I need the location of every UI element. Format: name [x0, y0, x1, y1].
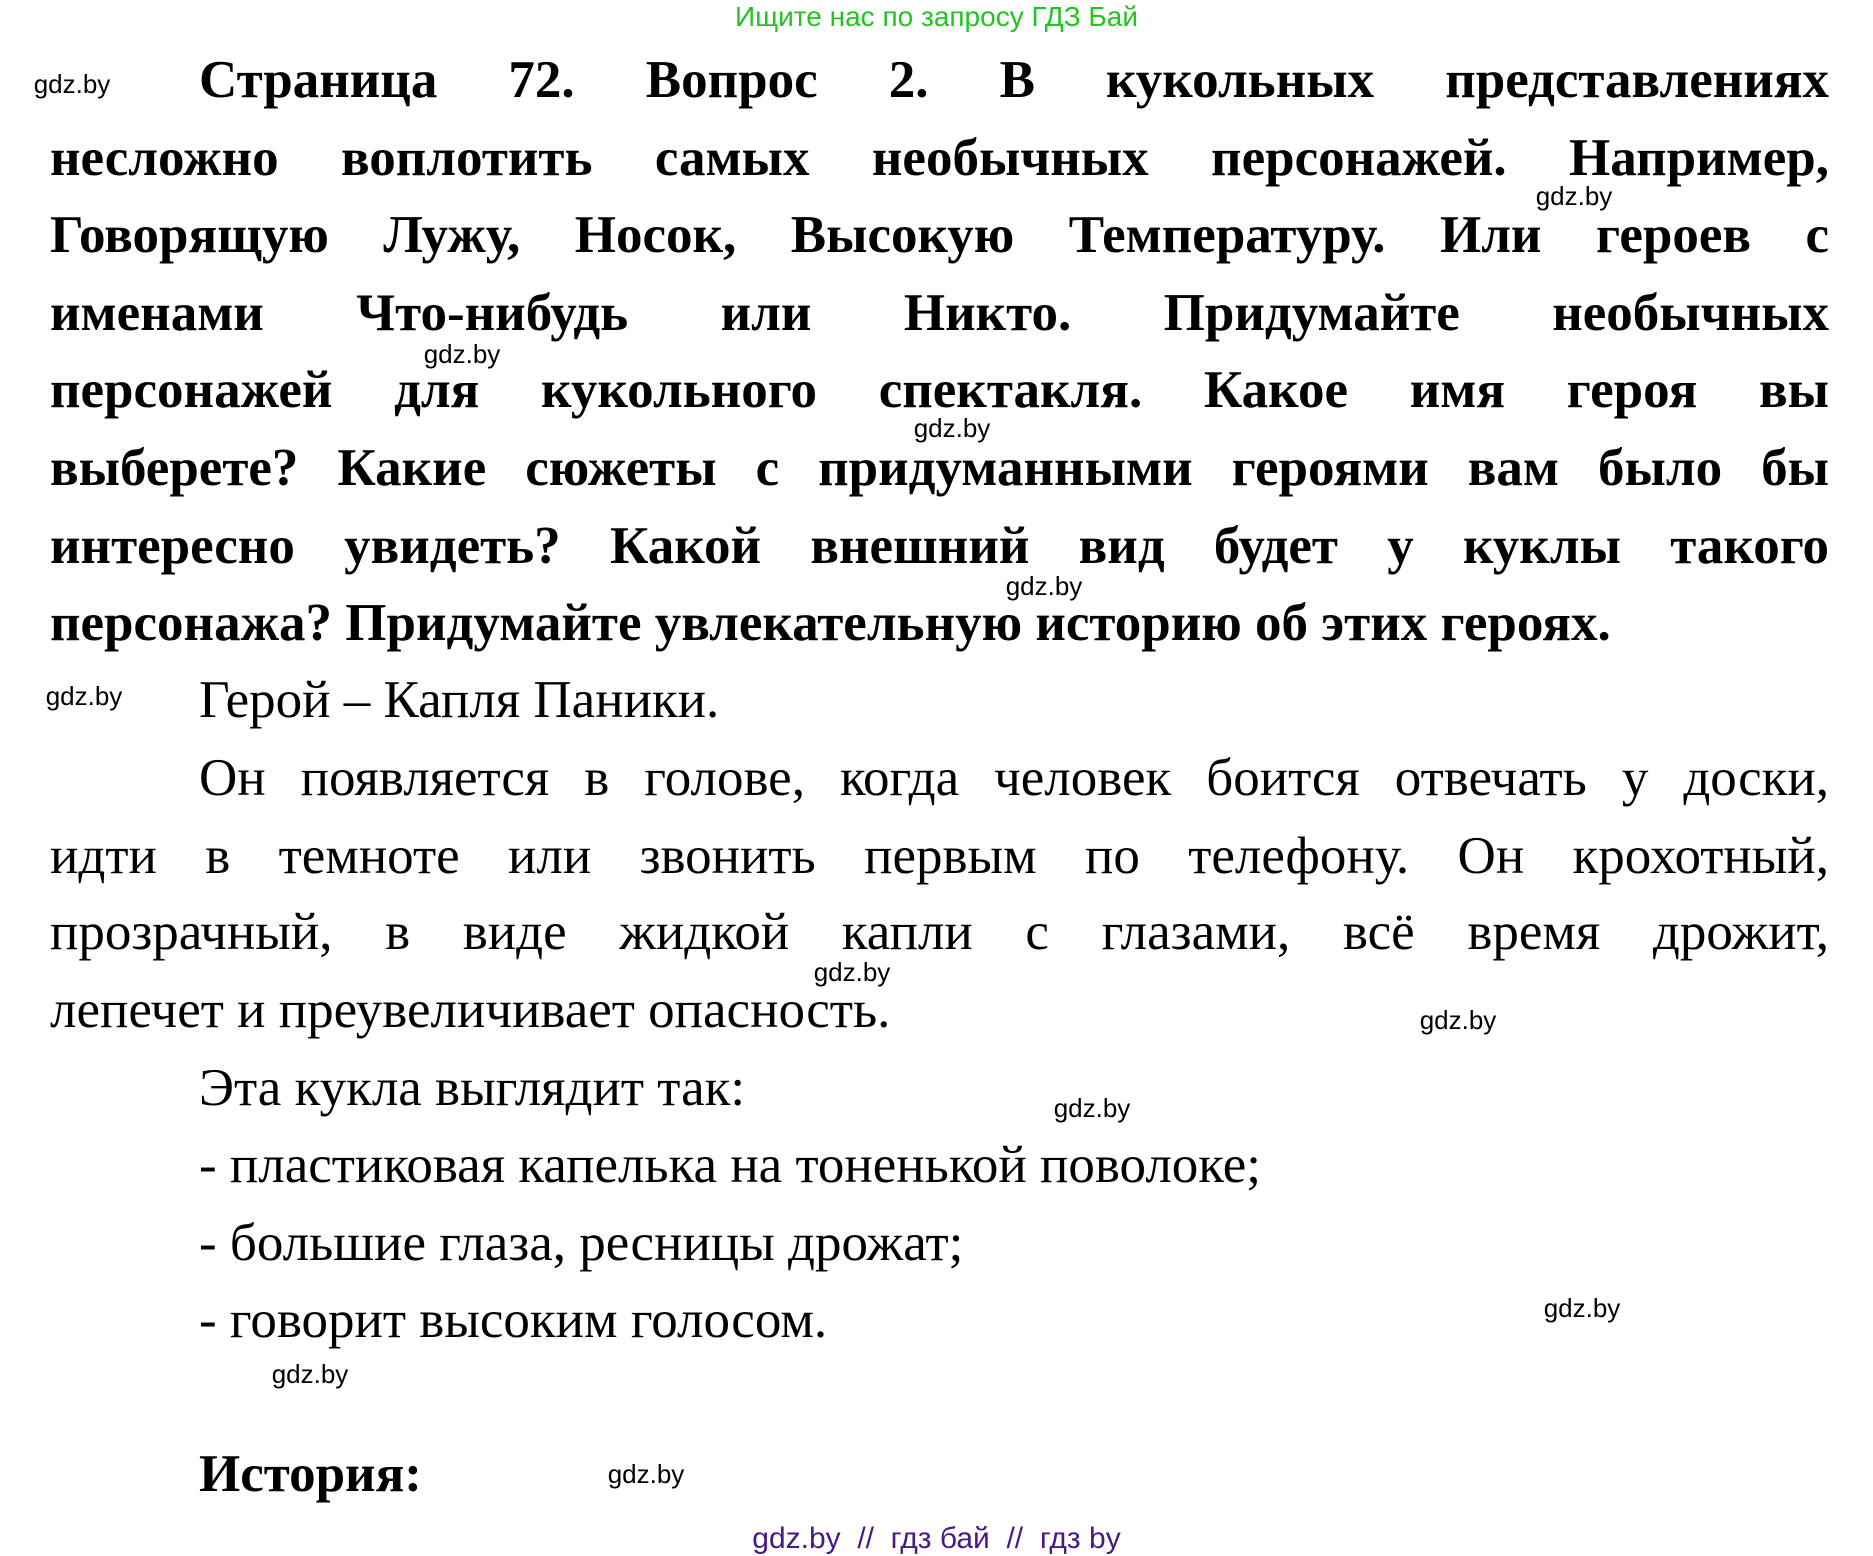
question-line: интересно увидеть? Какой внешний вид будет у куклы такого	[50, 517, 1829, 575]
question-line: выберете? Какие сюжеты с придуманными героями вам было бы	[50, 439, 1829, 497]
watermark: gdz.by	[1419, 1005, 1497, 1035]
history-heading: История:	[199, 1445, 422, 1503]
question-line: несложно воплотить самых необычных персонажей. Например,	[50, 129, 1829, 187]
answer-line: Герой – Капля Паники.	[199, 671, 720, 729]
watermark: gdz.by	[1005, 571, 1083, 601]
question-line: Страница 72. Вопрос 2. В кукольных представлениях	[199, 51, 1829, 109]
watermark: gdz.by	[1535, 181, 1613, 211]
question-line: персонажей для кукольного спектакля. Какое имя героя вы	[50, 361, 1829, 419]
watermark: gdz.by	[33, 69, 111, 99]
list-item: - большие глаза, ресницы дрожат;	[199, 1214, 964, 1272]
answer-line: лепечет и преувеличивает опасность.	[50, 981, 891, 1039]
list-item: - говорит высоким голосом.	[199, 1291, 828, 1349]
watermark: gdz.by	[1543, 1293, 1621, 1323]
watermark: gdz.by	[913, 413, 991, 443]
watermark: gdz.by	[423, 339, 501, 369]
search-banner: Ищите нас по запросу ГДЗ Бай	[734, 1, 1139, 32]
question-line: Говорящую Лужу, Носок, Высокую Температуру. Или героев с	[50, 206, 1829, 264]
answer-line: Эта кукла выглядит так:	[199, 1059, 746, 1117]
watermark: gdz.by	[1053, 1093, 1131, 1123]
answer-line: идти в темноте или звонить первым по телефону. Он крохотный,	[50, 827, 1829, 885]
watermark: gdz.by	[45, 681, 123, 711]
answer-line: Он появляется в голове, когда человек боится отвечать у доски,	[199, 749, 1829, 807]
footer-links: gdz.by // гдз бай // гдз by	[752, 1522, 1121, 1555]
watermark: gdz.by	[607, 1459, 685, 1489]
watermark: gdz.by	[271, 1359, 349, 1389]
question-line: именами Что-нибудь или Никто. Придумайте необычных	[50, 284, 1829, 342]
answer-line: прозрачный, в виде жидкой капли с глазами, всё время дрожит,	[50, 903, 1829, 961]
watermark: gdz.by	[813, 957, 891, 987]
question-line: персонажа? Придумайте увлекательную историю об этих героях.	[50, 594, 1611, 652]
list-item: - пластиковая капелька на тоненькой поволоке;	[199, 1136, 1261, 1194]
